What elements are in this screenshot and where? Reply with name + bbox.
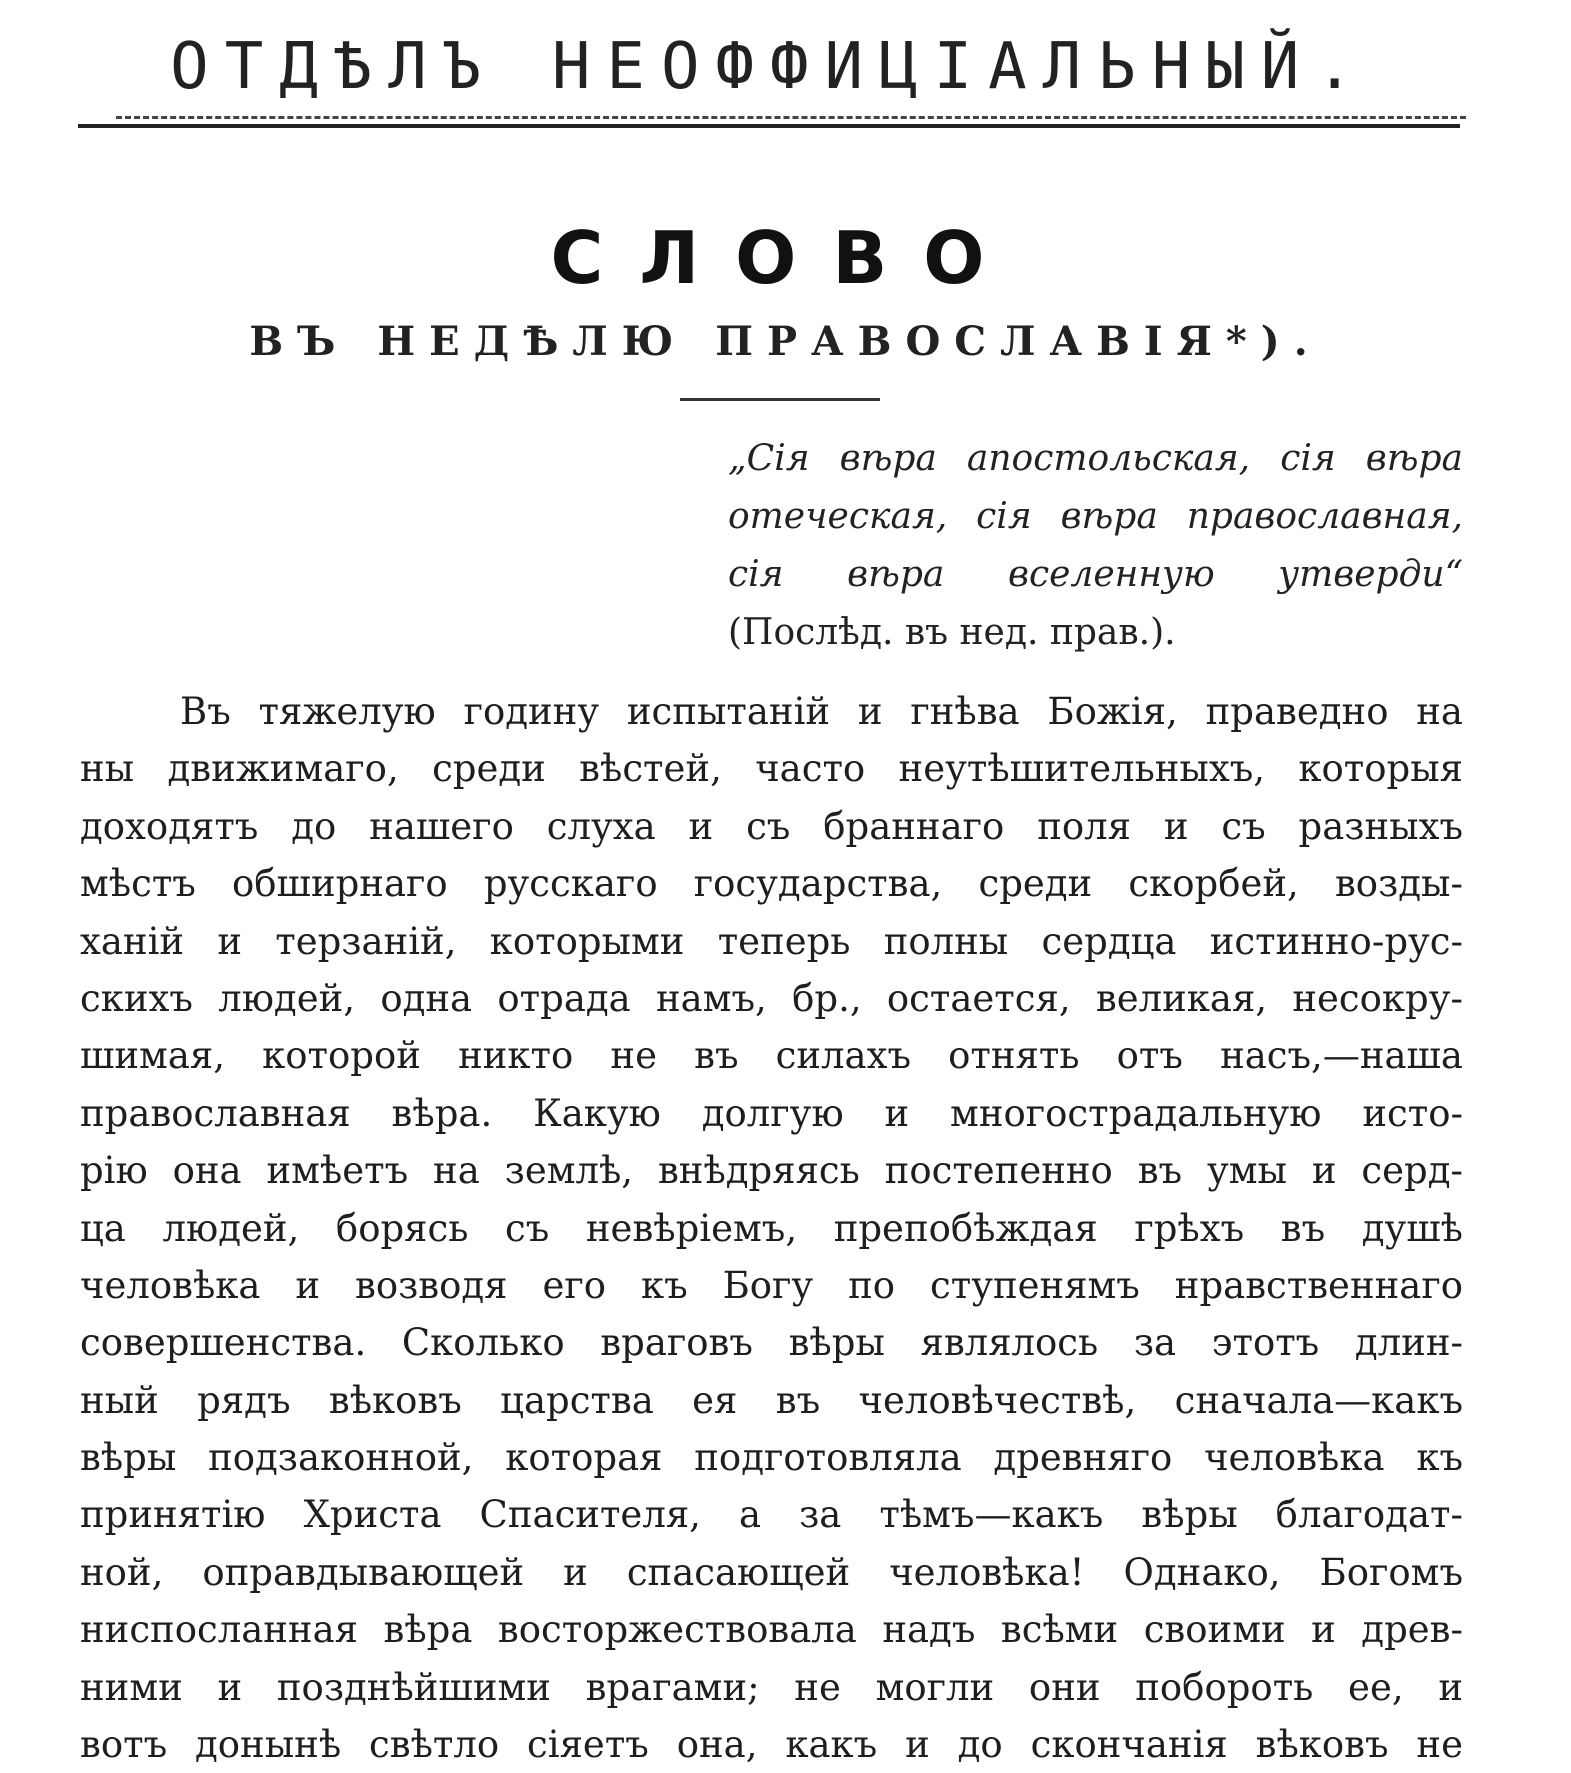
epigraph-quote: „Сія вѣра апостольская, сія вѣра отеческая, сія вѣра православная, сія вѣра вселенную утверди“	[728, 438, 1463, 595]
body-line: вѣры подзаконной, которая подготовляла древняго человѣка къ	[80, 1436, 1463, 1480]
article-subtitle: ВЪ НЕДѢЛЮ ПРАВОСЛАВІЯ*).	[249, 318, 1322, 365]
body-line: вотъ донынѣ свѣтло сіяетъ она, какъ и до скончанія вѣковъ не	[80, 1723, 1463, 1767]
body-line: ны движимаго, среди вѣстей, часто неутѣшительныхъ, которыя	[80, 747, 1463, 791]
body-line: Въ тяжелую годину испытаній и гнѣва Божія, праведно на	[180, 690, 1463, 733]
body-line: человѣка и возводя его къ Богу по ступенямъ нравственнаго	[80, 1263, 1463, 1307]
body-line: скихъ людей, одна отрада намъ, бр., остается, великая, несокру-	[80, 976, 1463, 1020]
header-rule-solid	[78, 124, 1460, 128]
epigraph	[728, 430, 1463, 662]
body-line: ними и позднѣйшими врагами; не могли они побороть ее, и	[80, 1665, 1463, 1709]
body-line: православная вѣра. Какую долгую и многострадальную исто-	[80, 1091, 1463, 1135]
body-line: ной, оправдывающей и спасающей человѣка! Однако, Богомъ	[80, 1550, 1463, 1594]
body-line: совершенства. Сколько враговъ вѣры являлось за этотъ длин-	[80, 1321, 1463, 1365]
body-line: ный рядъ вѣковъ царства ея въ человѣчествѣ, сначала—какъ	[80, 1378, 1463, 1422]
header-rule-dashed	[116, 116, 1466, 119]
header-rule	[78, 116, 1460, 130]
body-line: ханій и терзаній, которыми теперь полны сердца истинно-рус-	[80, 919, 1463, 963]
article-title: СЛОВО	[550, 216, 1021, 300]
body-line: ниспосланная вѣра восторжествовала надъ всѣми своими и древ-	[80, 1608, 1463, 1652]
epigraph-source: (Послѣд. въ нед. прав.).	[728, 612, 1176, 653]
body-line: рію она имѣетъ на землѣ, внѣдряясь постепенно въ умы и серд-	[80, 1149, 1463, 1193]
body-line: доходятъ до нашего слуха и съ браннаго поля и съ разныхъ	[80, 804, 1463, 848]
article-body	[80, 683, 1463, 1773]
body-line: принятію Христа Спасителя, а за тѣмъ—какъ вѣры благодат-	[80, 1493, 1463, 1537]
section-header: ОТДѢЛЪ НЕОФФИЦІАЛЬНЫЙ.	[170, 30, 1370, 104]
body-line: ца людей, борясь съ невѣріемъ, препобѣждая грѣхъ въ душѣ	[80, 1206, 1463, 1250]
body-line: мѣстъ обширнаго русскаго государства, среди скорбей, возды-	[80, 862, 1463, 906]
body-line: шимая, которой никто не въ силахъ отнять отъ насъ,—наша	[80, 1034, 1463, 1078]
title-divider	[680, 398, 880, 401]
